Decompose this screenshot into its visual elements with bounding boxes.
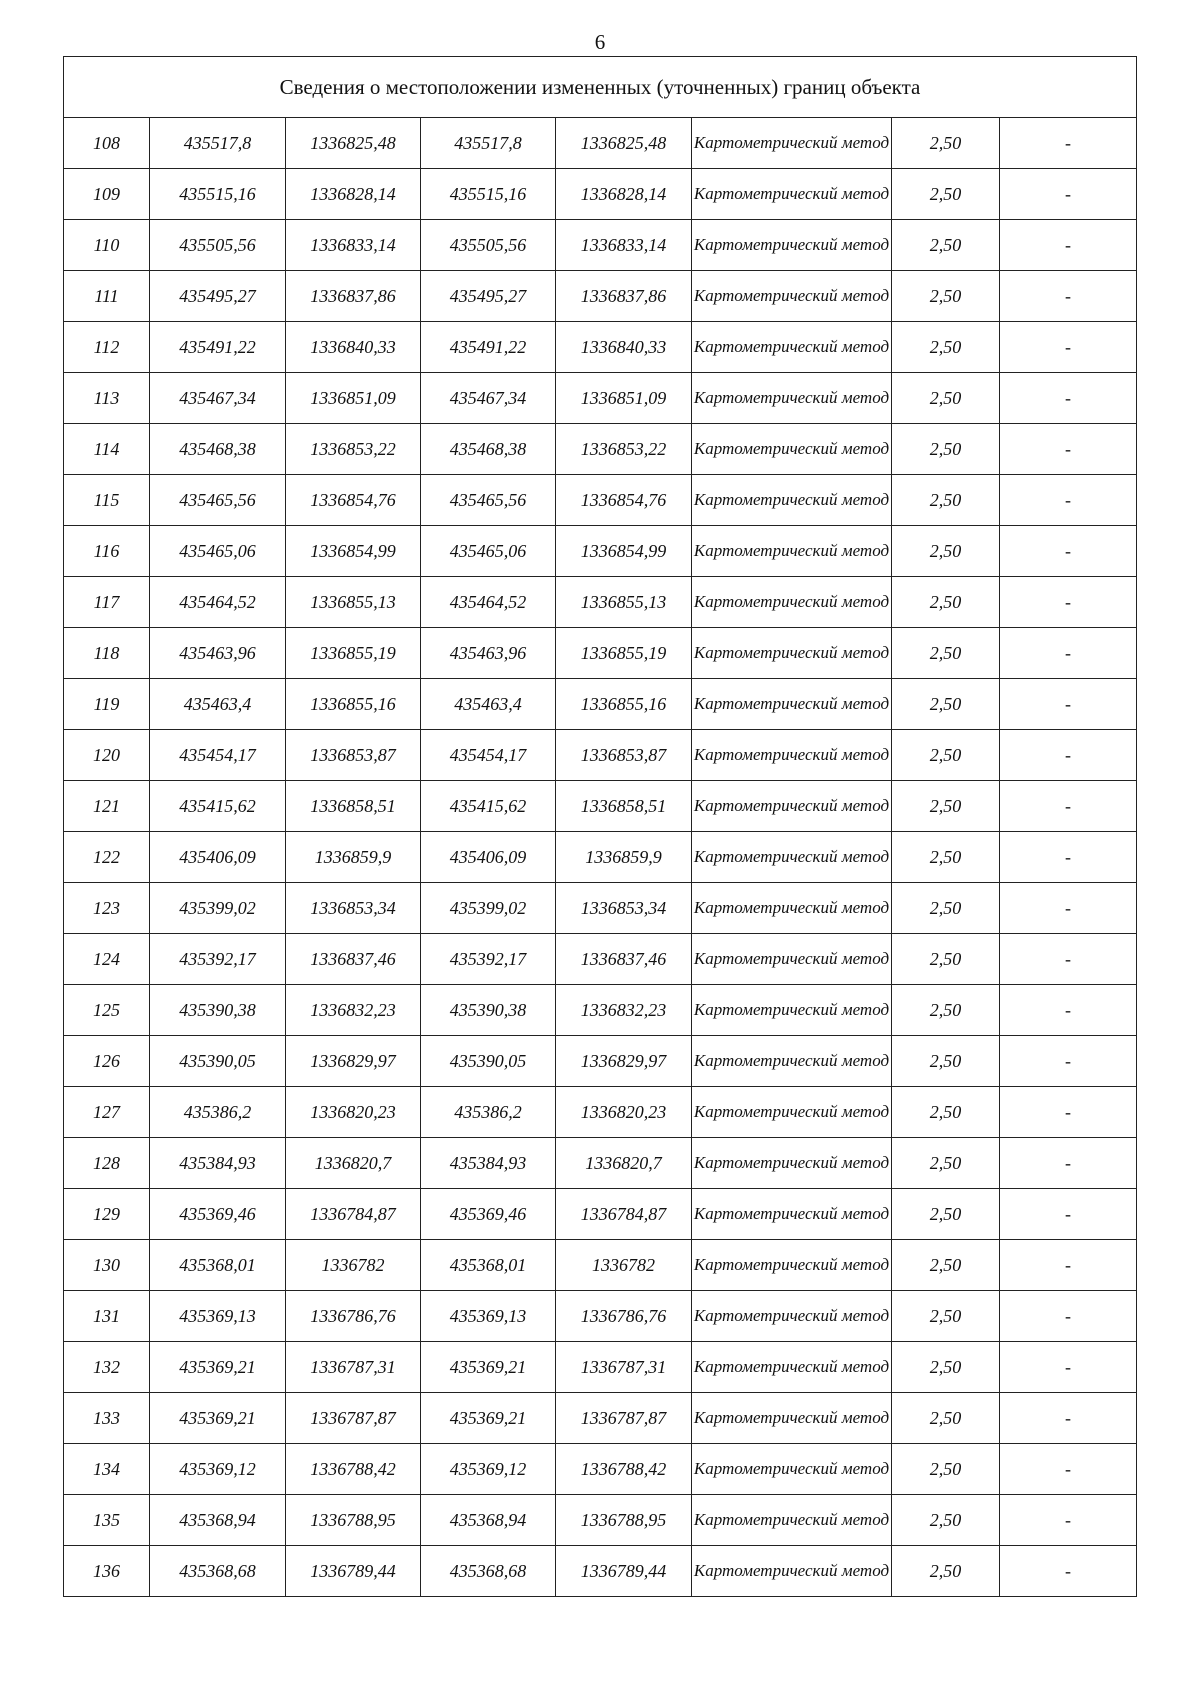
method-cell: Картометрический метод [692, 373, 892, 424]
x-new-cell: 435505,56 [421, 220, 556, 271]
x-existing-cell: 435465,06 [150, 526, 286, 577]
x-existing-cell: 435515,16 [150, 169, 286, 220]
method-cell: Картометрический метод [692, 1036, 892, 1087]
y-existing-cell: 1336859,9 [286, 832, 421, 883]
y-new-cell: 1336858,51 [556, 781, 692, 832]
y-existing-cell: 1336853,22 [286, 424, 421, 475]
x-new-cell: 435369,13 [421, 1291, 556, 1342]
x-new-cell: 435390,05 [421, 1036, 556, 1087]
description-cell: - [1000, 985, 1137, 1036]
y-new-cell: 1336837,46 [556, 934, 692, 985]
table-row [64, 832, 1137, 883]
method-cell: Картометрический метод [692, 118, 892, 169]
point-number-cell: 114 [64, 424, 150, 475]
accuracy-cell: 2,50 [892, 1189, 1000, 1240]
description-cell: - [1000, 1342, 1137, 1393]
method-cell: Картометрический метод [692, 271, 892, 322]
y-new-cell: 1336828,14 [556, 169, 692, 220]
method-cell: Картометрический метод [692, 1546, 892, 1597]
table-row [64, 424, 1137, 475]
method-cell: Картометрический метод [692, 679, 892, 730]
x-existing-cell: 435386,2 [150, 1087, 286, 1138]
point-number-cell: 134 [64, 1444, 150, 1495]
description-cell: - [1000, 1189, 1137, 1240]
x-existing-cell: 435465,56 [150, 475, 286, 526]
description-cell: - [1000, 1036, 1137, 1087]
y-new-cell: 1336854,76 [556, 475, 692, 526]
x-existing-cell: 435392,17 [150, 934, 286, 985]
accuracy-cell: 2,50 [892, 1495, 1000, 1546]
y-existing-cell: 1336820,7 [286, 1138, 421, 1189]
x-existing-cell: 435368,68 [150, 1546, 286, 1597]
method-cell: Картометрический метод [692, 1087, 892, 1138]
y-existing-cell: 1336855,16 [286, 679, 421, 730]
y-existing-cell: 1336825,48 [286, 118, 421, 169]
x-existing-cell: 435369,46 [150, 1189, 286, 1240]
y-new-cell: 1336788,95 [556, 1495, 692, 1546]
y-existing-cell: 1336833,14 [286, 220, 421, 271]
table-row [64, 1036, 1137, 1087]
y-new-cell: 1336820,23 [556, 1087, 692, 1138]
description-cell: - [1000, 628, 1137, 679]
point-number-cell: 112 [64, 322, 150, 373]
point-number-cell: 108 [64, 118, 150, 169]
x-existing-cell: 435463,96 [150, 628, 286, 679]
table-row [64, 781, 1137, 832]
y-existing-cell: 1336786,76 [286, 1291, 421, 1342]
accuracy-cell: 2,50 [892, 475, 1000, 526]
method-cell: Картометрический метод [692, 169, 892, 220]
y-new-cell: 1336820,7 [556, 1138, 692, 1189]
x-new-cell: 435369,12 [421, 1444, 556, 1495]
method-cell: Картометрический метод [692, 475, 892, 526]
description-cell: - [1000, 577, 1137, 628]
method-cell: Картометрический метод [692, 577, 892, 628]
table-row [64, 628, 1137, 679]
x-new-cell: 435515,16 [421, 169, 556, 220]
y-new-cell: 1336855,13 [556, 577, 692, 628]
y-new-cell: 1336787,87 [556, 1393, 692, 1444]
description-cell: - [1000, 934, 1137, 985]
method-cell: Картометрический метод [692, 781, 892, 832]
point-number-cell: 115 [64, 475, 150, 526]
accuracy-cell: 2,50 [892, 832, 1000, 883]
table-row [64, 1342, 1137, 1393]
point-number-cell: 130 [64, 1240, 150, 1291]
y-new-cell: 1336832,23 [556, 985, 692, 1036]
x-existing-cell: 435415,62 [150, 781, 286, 832]
y-existing-cell: 1336784,87 [286, 1189, 421, 1240]
y-existing-cell: 1336858,51 [286, 781, 421, 832]
description-cell: - [1000, 322, 1137, 373]
x-existing-cell: 435368,01 [150, 1240, 286, 1291]
y-new-cell: 1336853,34 [556, 883, 692, 934]
y-existing-cell: 1336837,86 [286, 271, 421, 322]
y-existing-cell: 1336837,46 [286, 934, 421, 985]
y-existing-cell: 1336789,44 [286, 1546, 421, 1597]
point-number-cell: 119 [64, 679, 150, 730]
accuracy-cell: 2,50 [892, 730, 1000, 781]
x-existing-cell: 435369,13 [150, 1291, 286, 1342]
table-row [64, 1087, 1137, 1138]
y-existing-cell: 1336787,31 [286, 1342, 421, 1393]
x-existing-cell: 435517,8 [150, 118, 286, 169]
point-number-cell: 135 [64, 1495, 150, 1546]
y-existing-cell: 1336787,87 [286, 1393, 421, 1444]
point-number-cell: 132 [64, 1342, 150, 1393]
method-cell: Картометрический метод [692, 832, 892, 883]
x-existing-cell: 435406,09 [150, 832, 286, 883]
method-cell: Картометрический метод [692, 1240, 892, 1291]
accuracy-cell: 2,50 [892, 1342, 1000, 1393]
y-existing-cell: 1336854,76 [286, 475, 421, 526]
method-cell: Картометрический метод [692, 1342, 892, 1393]
y-existing-cell: 1336855,13 [286, 577, 421, 628]
y-new-cell: 1336837,86 [556, 271, 692, 322]
method-cell: Картометрический метод [692, 424, 892, 475]
x-new-cell: 435386,2 [421, 1087, 556, 1138]
point-number-cell: 117 [64, 577, 150, 628]
x-existing-cell: 435505,56 [150, 220, 286, 271]
y-new-cell: 1336789,44 [556, 1546, 692, 1597]
accuracy-cell: 2,50 [892, 1393, 1000, 1444]
y-existing-cell: 1336782 [286, 1240, 421, 1291]
x-new-cell: 435369,46 [421, 1189, 556, 1240]
description-cell: - [1000, 373, 1137, 424]
x-new-cell: 435390,38 [421, 985, 556, 1036]
table-row [64, 730, 1137, 781]
table-row [64, 577, 1137, 628]
y-new-cell: 1336782 [556, 1240, 692, 1291]
accuracy-cell: 2,50 [892, 373, 1000, 424]
table-row [64, 475, 1137, 526]
point-number-cell: 123 [64, 883, 150, 934]
point-number-cell: 129 [64, 1189, 150, 1240]
accuracy-cell: 2,50 [892, 781, 1000, 832]
y-new-cell: 1336825,48 [556, 118, 692, 169]
point-number-cell: 121 [64, 781, 150, 832]
x-new-cell: 435491,22 [421, 322, 556, 373]
x-existing-cell: 435464,52 [150, 577, 286, 628]
y-new-cell: 1336855,19 [556, 628, 692, 679]
method-cell: Картометрический метод [692, 1444, 892, 1495]
x-existing-cell: 435454,17 [150, 730, 286, 781]
x-new-cell: 435465,56 [421, 475, 556, 526]
x-new-cell: 435368,94 [421, 1495, 556, 1546]
y-new-cell: 1336851,09 [556, 373, 692, 424]
accuracy-cell: 2,50 [892, 169, 1000, 220]
description-cell: - [1000, 832, 1137, 883]
x-existing-cell: 435390,38 [150, 985, 286, 1036]
point-number-cell: 124 [64, 934, 150, 985]
x-existing-cell: 435369,12 [150, 1444, 286, 1495]
table-row [64, 322, 1137, 373]
y-existing-cell: 1336854,99 [286, 526, 421, 577]
accuracy-cell: 2,50 [892, 526, 1000, 577]
method-cell: Картометрический метод [692, 628, 892, 679]
method-cell: Картометрический метод [692, 1393, 892, 1444]
description-cell: - [1000, 1444, 1137, 1495]
accuracy-cell: 2,50 [892, 1087, 1000, 1138]
point-number-cell: 110 [64, 220, 150, 271]
table-row [64, 169, 1137, 220]
table-row [64, 1138, 1137, 1189]
description-cell: - [1000, 1138, 1137, 1189]
accuracy-cell: 2,50 [892, 1444, 1000, 1495]
x-new-cell: 435464,52 [421, 577, 556, 628]
point-number-cell: 118 [64, 628, 150, 679]
x-existing-cell: 435369,21 [150, 1342, 286, 1393]
x-existing-cell: 435384,93 [150, 1138, 286, 1189]
method-cell: Картометрический метод [692, 883, 892, 934]
boundary-coordinates-table [63, 56, 1137, 1597]
description-cell: - [1000, 424, 1137, 475]
table-row [64, 220, 1137, 271]
point-number-cell: 133 [64, 1393, 150, 1444]
accuracy-cell: 2,50 [892, 1036, 1000, 1087]
table-title-row [64, 57, 1137, 118]
table-row [64, 934, 1137, 985]
point-number-cell: 131 [64, 1291, 150, 1342]
y-existing-cell: 1336829,97 [286, 1036, 421, 1087]
x-existing-cell: 435468,38 [150, 424, 286, 475]
description-cell: - [1000, 679, 1137, 730]
method-cell: Картометрический метод [692, 220, 892, 271]
point-number-cell: 136 [64, 1546, 150, 1597]
y-existing-cell: 1336840,33 [286, 322, 421, 373]
method-cell: Картометрический метод [692, 1189, 892, 1240]
x-new-cell: 435463,96 [421, 628, 556, 679]
accuracy-cell: 2,50 [892, 934, 1000, 985]
method-cell: Картометрический метод [692, 526, 892, 577]
point-number-cell: 111 [64, 271, 150, 322]
y-existing-cell: 1336788,42 [286, 1444, 421, 1495]
accuracy-cell: 2,50 [892, 118, 1000, 169]
table-row [64, 985, 1137, 1036]
description-cell: - [1000, 118, 1137, 169]
point-number-cell: 126 [64, 1036, 150, 1087]
table-row [64, 1444, 1137, 1495]
x-new-cell: 435467,34 [421, 373, 556, 424]
x-new-cell: 435465,06 [421, 526, 556, 577]
page-number: 6 [594, 30, 606, 54]
table-row [64, 1495, 1137, 1546]
accuracy-cell: 2,50 [892, 271, 1000, 322]
y-new-cell: 1336840,33 [556, 322, 692, 373]
method-cell: Картометрический метод [692, 1291, 892, 1342]
accuracy-cell: 2,50 [892, 220, 1000, 271]
x-new-cell: 435399,02 [421, 883, 556, 934]
table-row [64, 1393, 1137, 1444]
point-number-cell: 116 [64, 526, 150, 577]
y-new-cell: 1336787,31 [556, 1342, 692, 1393]
y-existing-cell: 1336853,87 [286, 730, 421, 781]
y-new-cell: 1336833,14 [556, 220, 692, 271]
accuracy-cell: 2,50 [892, 1546, 1000, 1597]
table-title: Сведения о местоположении измененных (уточненных) границ объекта [64, 57, 1137, 118]
x-existing-cell: 435390,05 [150, 1036, 286, 1087]
accuracy-cell: 2,50 [892, 1291, 1000, 1342]
method-cell: Картометрический метод [692, 730, 892, 781]
accuracy-cell: 2,50 [892, 1240, 1000, 1291]
x-existing-cell: 435495,27 [150, 271, 286, 322]
point-number-cell: 128 [64, 1138, 150, 1189]
x-existing-cell: 435368,94 [150, 1495, 286, 1546]
y-existing-cell: 1336851,09 [286, 373, 421, 424]
point-number-cell: 125 [64, 985, 150, 1036]
x-new-cell: 435415,62 [421, 781, 556, 832]
description-cell: - [1000, 781, 1137, 832]
accuracy-cell: 2,50 [892, 424, 1000, 475]
y-existing-cell: 1336855,19 [286, 628, 421, 679]
table-row [64, 1546, 1137, 1597]
method-cell: Картометрический метод [692, 322, 892, 373]
x-new-cell: 435392,17 [421, 934, 556, 985]
y-existing-cell: 1336832,23 [286, 985, 421, 1036]
accuracy-cell: 2,50 [892, 1138, 1000, 1189]
description-cell: - [1000, 220, 1137, 271]
table-row [64, 1240, 1137, 1291]
accuracy-cell: 2,50 [892, 628, 1000, 679]
description-cell: - [1000, 1240, 1137, 1291]
x-new-cell: 435368,68 [421, 1546, 556, 1597]
x-existing-cell: 435399,02 [150, 883, 286, 934]
table-row [64, 271, 1137, 322]
x-new-cell: 435517,8 [421, 118, 556, 169]
x-new-cell: 435369,21 [421, 1393, 556, 1444]
x-existing-cell: 435463,4 [150, 679, 286, 730]
method-cell: Картометрический метод [692, 1138, 892, 1189]
y-new-cell: 1336829,97 [556, 1036, 692, 1087]
method-cell: Картометрический метод [692, 985, 892, 1036]
accuracy-cell: 2,50 [892, 985, 1000, 1036]
point-number-cell: 127 [64, 1087, 150, 1138]
y-new-cell: 1336853,22 [556, 424, 692, 475]
y-new-cell: 1336859,9 [556, 832, 692, 883]
method-cell: Картометрический метод [692, 934, 892, 985]
y-existing-cell: 1336788,95 [286, 1495, 421, 1546]
description-cell: - [1000, 526, 1137, 577]
x-new-cell: 435454,17 [421, 730, 556, 781]
description-cell: - [1000, 475, 1137, 526]
table-row [64, 373, 1137, 424]
table-row [64, 679, 1137, 730]
point-number-cell: 109 [64, 169, 150, 220]
accuracy-cell: 2,50 [892, 679, 1000, 730]
table-row [64, 526, 1137, 577]
point-number-cell: 113 [64, 373, 150, 424]
y-existing-cell: 1336828,14 [286, 169, 421, 220]
description-cell: - [1000, 169, 1137, 220]
method-cell: Картометрический метод [692, 1495, 892, 1546]
point-number-cell: 120 [64, 730, 150, 781]
y-new-cell: 1336853,87 [556, 730, 692, 781]
accuracy-cell: 2,50 [892, 883, 1000, 934]
table-row [64, 1189, 1137, 1240]
y-new-cell: 1336855,16 [556, 679, 692, 730]
description-cell: - [1000, 1393, 1137, 1444]
description-cell: - [1000, 1087, 1137, 1138]
description-cell: - [1000, 1495, 1137, 1546]
y-new-cell: 1336854,99 [556, 526, 692, 577]
y-new-cell: 1336788,42 [556, 1444, 692, 1495]
description-cell: - [1000, 1546, 1137, 1597]
x-new-cell: 435406,09 [421, 832, 556, 883]
x-new-cell: 435468,38 [421, 424, 556, 475]
accuracy-cell: 2,50 [892, 322, 1000, 373]
x-new-cell: 435495,27 [421, 271, 556, 322]
description-cell: - [1000, 730, 1137, 781]
y-existing-cell: 1336820,23 [286, 1087, 421, 1138]
y-new-cell: 1336786,76 [556, 1291, 692, 1342]
x-existing-cell: 435467,34 [150, 373, 286, 424]
x-existing-cell: 435491,22 [150, 322, 286, 373]
accuracy-cell: 2,50 [892, 577, 1000, 628]
description-cell: - [1000, 271, 1137, 322]
x-new-cell: 435369,21 [421, 1342, 556, 1393]
description-cell: - [1000, 1291, 1137, 1342]
table-body [64, 57, 1137, 1597]
description-cell: - [1000, 883, 1137, 934]
x-existing-cell: 435369,21 [150, 1393, 286, 1444]
table-row [64, 118, 1137, 169]
x-new-cell: 435384,93 [421, 1138, 556, 1189]
table-row [64, 1291, 1137, 1342]
y-existing-cell: 1336853,34 [286, 883, 421, 934]
x-new-cell: 435463,4 [421, 679, 556, 730]
x-new-cell: 435368,01 [421, 1240, 556, 1291]
point-number-cell: 122 [64, 832, 150, 883]
table-row [64, 883, 1137, 934]
y-new-cell: 1336784,87 [556, 1189, 692, 1240]
